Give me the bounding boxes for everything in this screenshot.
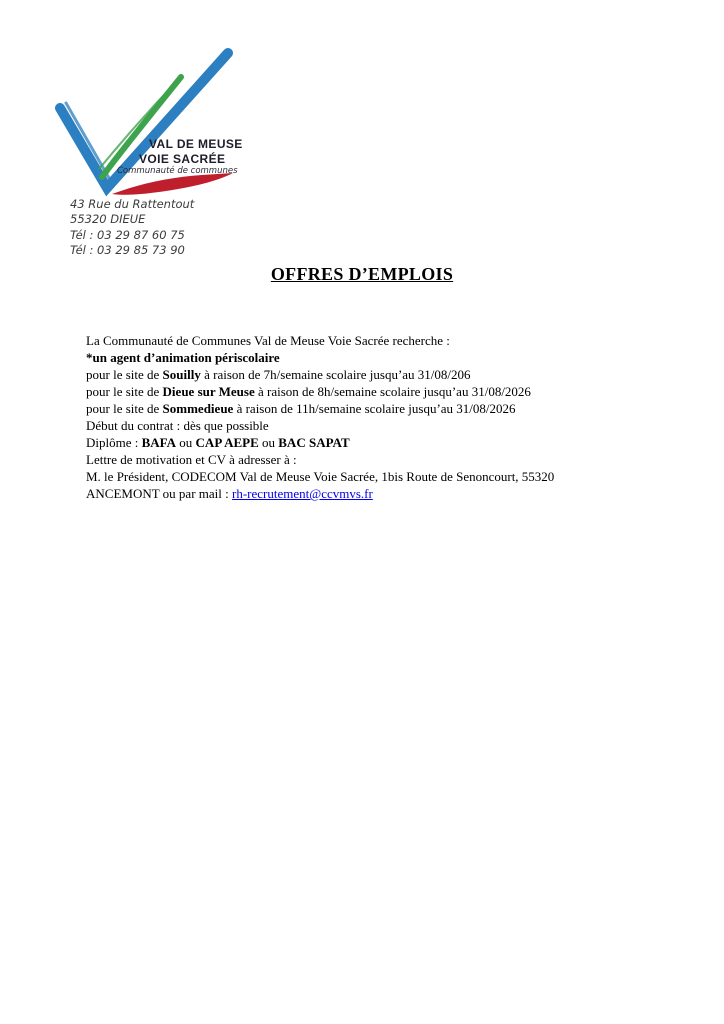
contract-start-line: Début du contrat : dès que possible: [86, 418, 269, 433]
site-line-souilly: pour le site de Souilly à raison de 7h/semaine scolaire jusqu’au 31/08/206: [86, 367, 471, 382]
apply-line-2: M. le Président, CODECOM Val de Meuse Voie Sacrée, 1bis Route de Senoncourt, 55320: [86, 469, 555, 484]
logo-name-line2: VOIE SACRÉE: [139, 152, 226, 166]
contact-block: [70, 197, 194, 259]
organization-logo: [50, 42, 245, 200]
site-line-dieue: pour le site de Dieue sur Meuse à raison de 8h/semaine scolaire jusqu’au 31/08/2026: [86, 384, 531, 399]
address-line-1: 43 Rue du Rattentout: [70, 197, 195, 211]
document-body: [86, 332, 646, 502]
position-line: *un agent d’animation périscolaire: [86, 350, 280, 365]
intro-line: La Communauté de Communes Val de Meuse Voie Sacrée recherche :: [86, 333, 450, 348]
email-link[interactable]: rh-recrutement@ccvmvs.fr: [232, 486, 373, 501]
logo-subtitle: Communauté de communes: [117, 166, 238, 176]
site-line-sommedieue: pour le site de Sommedieue à raison de 11h/semaine scolaire jusqu’au 31/08/2026: [86, 401, 516, 416]
logo-name-line1: VAL DE MEUSE: [149, 137, 243, 151]
apply-line-1: Lettre de motivation et CV à adresser à :: [86, 452, 297, 467]
phone-line-2: Tél : 03 29 85 73 90: [70, 243, 185, 258]
phone-line-1: Tél : 03 29 87 60 75: [70, 227, 185, 242]
apply-line-3: ANCEMONT ou par mail : rh-recrutement@ccvmvs.fr: [86, 486, 373, 501]
address-line-2: 55320 DIEUE: [70, 212, 146, 227]
diploma-line: Diplôme : BAFA ou CAP AEPE ou BAC SAPAT: [86, 435, 350, 450]
logo-checkmark-icon: [50, 42, 245, 200]
document-title: OFFRES D’EMPLOIS: [270, 264, 454, 284]
